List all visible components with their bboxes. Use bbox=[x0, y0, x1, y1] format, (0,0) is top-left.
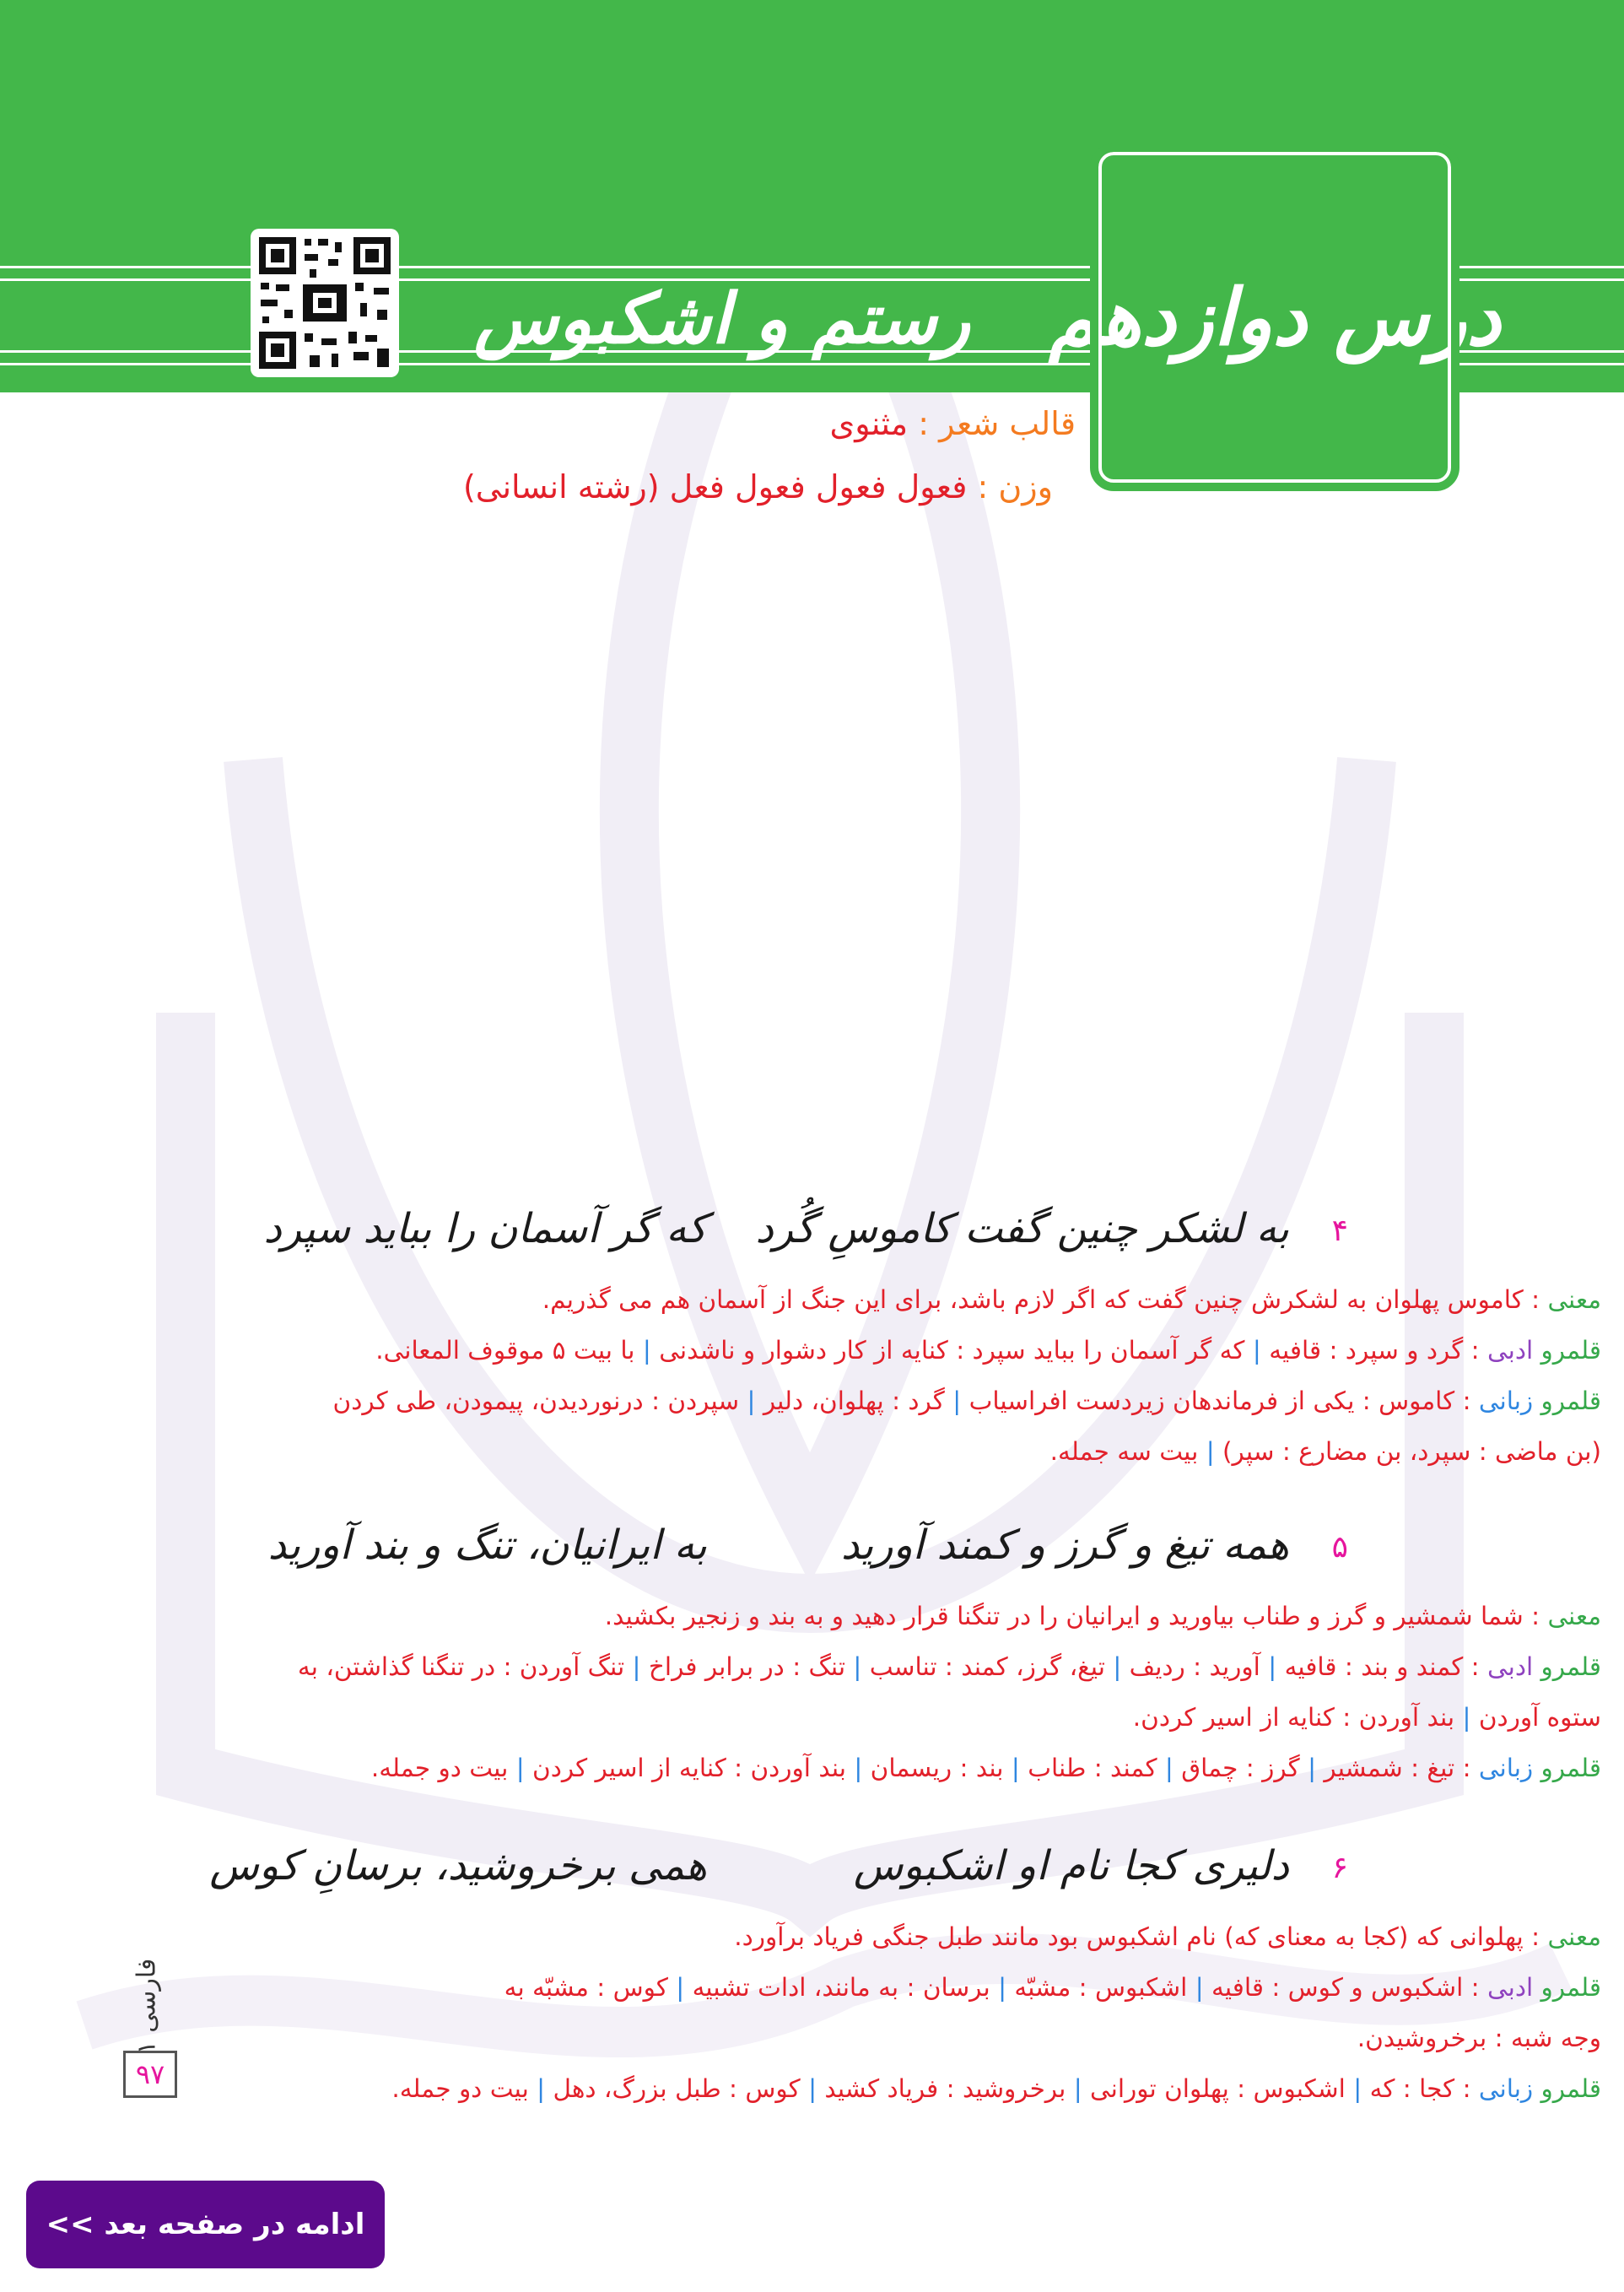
lesson-number-box bbox=[1049, 152, 1501, 483]
meaning-line bbox=[83, 1274, 1601, 1325]
literary-item: اشکبوس : مشبّه bbox=[1014, 1973, 1188, 2002]
linguistic-line: قلمرو زبانی : تیغ : شمشیر | گرز : چماق | کمند : طناب | بند : ریسمان | بند آوردن : کنایه از اسیر کردن | بیت دو جمله. bbox=[370, 1754, 1601, 1782]
linguistic-item: بیت دو جمله. bbox=[391, 2074, 529, 2103]
meaning-text: : کاموس پهلوان به لشکرش چنین گفت که اگر لازم باشد، برای این جنگ از آسمان هم می گذریم. bbox=[542, 1285, 1540, 1314]
lesson-name: رستم و اشکبوس bbox=[473, 278, 970, 359]
literary-line: قلمرو ادبی : اشکبوس و کوس : قافیه | اشکبوس : مشبّه | برسان : به مانند، ادات تشبیه | کوس : مشبّه به bbox=[504, 1973, 1601, 2002]
meaning-label: معنی bbox=[1547, 1602, 1601, 1630]
linguistic-item: بیت سه جمله. bbox=[1049, 1437, 1199, 1466]
verse-line bbox=[83, 1835, 1601, 1911]
poem-form-label: قالب شعر : bbox=[918, 405, 1076, 442]
linguistic-line: قلمرو زبانی : کجا : که | اشکبوس : پهلوان تورانی | برخروشید : فریاد کشید | کوس : طبل بزرگ، دهل | بیت دو جمله. bbox=[391, 2074, 1601, 2103]
linguistic-item: بند آوردن : کنایه از اسیر کردن bbox=[532, 1754, 846, 1782]
linguistic-label: قلمرو bbox=[1540, 1387, 1601, 1415]
literary-label-suffix: ادبی bbox=[1487, 1973, 1534, 2002]
linguistic-item: گرز : چماق bbox=[1181, 1754, 1300, 1782]
linguistic-item: بیت دو جمله. bbox=[370, 1754, 509, 1782]
literary-label-suffix: ادبی bbox=[1487, 1336, 1534, 1365]
linguistic-item: (بن ماضی : سپرد، بن مضارع : سپر) bbox=[1222, 1437, 1601, 1466]
hemistich-first: همه تیغ و گرز و کمند آورید bbox=[840, 1522, 1289, 1569]
literary-item: آورید : ردیف bbox=[1129, 1652, 1260, 1681]
verse-block bbox=[83, 1515, 1601, 1793]
literary-item: تیغ، گرز، کمند : تناسب bbox=[869, 1652, 1105, 1681]
qr-code-icon[interactable] bbox=[251, 229, 399, 377]
linguistic-item: اشکبوس : پهلوان تورانی bbox=[1090, 2074, 1346, 2103]
meaning-label: معنی bbox=[1547, 1922, 1601, 1951]
literary-item: با بیت ۵ موقوف المعانی. bbox=[375, 1336, 635, 1365]
literary-line-continued: ستوه آوردن | بند آوردن : کنایه از اسیر کردن. bbox=[1132, 1703, 1601, 1732]
literary-line-continued bbox=[83, 2013, 1601, 2063]
literary-label: قلمرو bbox=[1540, 1973, 1601, 2002]
literary-label-suffix: ادبی bbox=[1487, 1652, 1534, 1681]
poem-form bbox=[830, 405, 1076, 442]
literary-item: ستوه آوردن bbox=[1478, 1703, 1601, 1732]
poem-meter-label: وزن : bbox=[977, 468, 1053, 505]
linguistic-item: کمند : طناب bbox=[1028, 1754, 1157, 1782]
hemistich-second: که گر آسمان را بباید سپرد bbox=[263, 1205, 707, 1252]
linguistic-line-continued: (بن ماضی : سپرد، بن مضارع : سپر) | بیت سه جمله. bbox=[1049, 1437, 1601, 1466]
meaning-line bbox=[83, 1911, 1601, 1962]
lesson-title: درس دوازدهم bbox=[1049, 272, 1501, 363]
literary-line: قلمرو ادبی : گرد و سپرد : قافیه | که گر آسمان را بباید سپرد : کنایه از کار دشوار و ناشدنی | با بیت ۵ موقوف المعانی. bbox=[375, 1336, 1601, 1365]
hemistich-second: به ایرانیان، تنگ و بند آورید bbox=[267, 1522, 707, 1569]
poem-meter bbox=[463, 468, 1053, 505]
literary-item: کوس : مشبّه به bbox=[504, 1973, 668, 2002]
linguistic-item: کوس : طبل بزرگ، دهل bbox=[553, 2074, 801, 2103]
linguistic-label-suffix: زبانی bbox=[1478, 1754, 1534, 1782]
verse-block bbox=[83, 1198, 1601, 1477]
verse-number: ۶ bbox=[1331, 1851, 1348, 1885]
linguistic-item: سپردن : درنوردیدن، پیمودن، طی کردن bbox=[332, 1387, 740, 1415]
linguistic-label: قلمرو bbox=[1540, 1754, 1601, 1782]
literary-item: تنگ : در برابر فراخ bbox=[648, 1652, 846, 1681]
literary-label: قلمرو bbox=[1540, 1336, 1601, 1365]
book-name: فارسی ۱ bbox=[132, 1958, 162, 2055]
linguistic-label-suffix: زبانی bbox=[1478, 2074, 1534, 2103]
hemistich-first: به لشکر چنین گفت کاموسِ گُرد bbox=[755, 1205, 1289, 1252]
literary-item: بند آوردن : کنایه از اسیر کردن. bbox=[1132, 1703, 1455, 1732]
linguistic-item: بند : ریسمان bbox=[870, 1754, 1004, 1782]
meaning-text: : شما شمشیر و گرز و طناب بیاورید و ایرانیان را در تنگنا قرار دهید و به بند و زنجیر بکشید. bbox=[604, 1602, 1540, 1630]
verse-line bbox=[83, 1515, 1601, 1591]
verse-block bbox=[83, 1835, 1601, 2114]
verse-number: ۴ bbox=[1331, 1214, 1348, 1248]
linguistic-item: برخروشید : فریاد کشید bbox=[824, 2074, 1066, 2103]
continue-next-page-button[interactable]: ادامه در صفحه بعد >> bbox=[26, 2181, 385, 2268]
linguistic-item: : کاموس : یکی از فرماندهان زیردست افراسیاب bbox=[968, 1387, 1471, 1415]
literary-item: : گرد و سپرد : قافیه bbox=[1269, 1336, 1480, 1365]
literary-item: تنگ آوردن : در تنگنا گذاشتن، به bbox=[297, 1652, 625, 1681]
verse-number: ۵ bbox=[1331, 1530, 1348, 1565]
literary-item: وجه شبه : برخروشیدن. bbox=[1357, 2024, 1601, 2052]
poem-form-value: مثنوی bbox=[829, 405, 909, 442]
linguistic-label-suffix: زبانی bbox=[1478, 1387, 1534, 1415]
poem-meter-value: فعول فعول فعول فعل (رشته انسانی) bbox=[462, 468, 968, 505]
meaning-label: معنی bbox=[1547, 1285, 1601, 1314]
literary-item: که گر آسمان را بباید سپرد : کنایه از کار دشوار و ناشدنی bbox=[659, 1336, 1245, 1365]
meaning-text: : پهلوانی که (کجا به معنای که) نام اشکبوس بود مانند طبل جنگی فریاد برآورد. bbox=[734, 1922, 1540, 1951]
verse-line bbox=[83, 1198, 1601, 1274]
literary-label: قلمرو bbox=[1540, 1652, 1601, 1681]
literary-line: قلمرو ادبی : کمند و بند : قافیه | آورید : ردیف | تیغ، گرز، کمند : تناسب | تنگ : در برابر فراخ | تنگ آوردن : در تنگنا گذاشتن، به bbox=[297, 1652, 1601, 1681]
linguistic-item: : تیغ : شمشیر bbox=[1324, 1754, 1471, 1782]
page-number: ۹۷ bbox=[123, 2051, 177, 2098]
meaning-line bbox=[83, 1591, 1601, 1641]
linguistic-label: قلمرو bbox=[1540, 2074, 1601, 2103]
hemistich-second: همی برخروشید، برسانِ کوس bbox=[209, 1842, 707, 1889]
literary-item: : اشکبوس و کوس : قافیه bbox=[1211, 1973, 1480, 2002]
linguistic-item: گرد : پهلوان، دلیر bbox=[763, 1387, 945, 1415]
hemistich-first: دلیری کجا نام او اشکبوس bbox=[853, 1842, 1289, 1889]
linguistic-line: قلمرو زبانی : کاموس : یکی از فرماندهان زیردست افراسیاب | گرد : پهلوان، دلیر | سپردن : درنوردیدن، پیمودن، طی کردن bbox=[332, 1387, 1601, 1415]
linguistic-item: : کجا : که bbox=[1369, 2074, 1471, 2103]
literary-item: برسان : به مانند، ادات تشبیه bbox=[692, 1973, 990, 2002]
literary-item: : کمند و بند : قافیه bbox=[1284, 1652, 1480, 1681]
